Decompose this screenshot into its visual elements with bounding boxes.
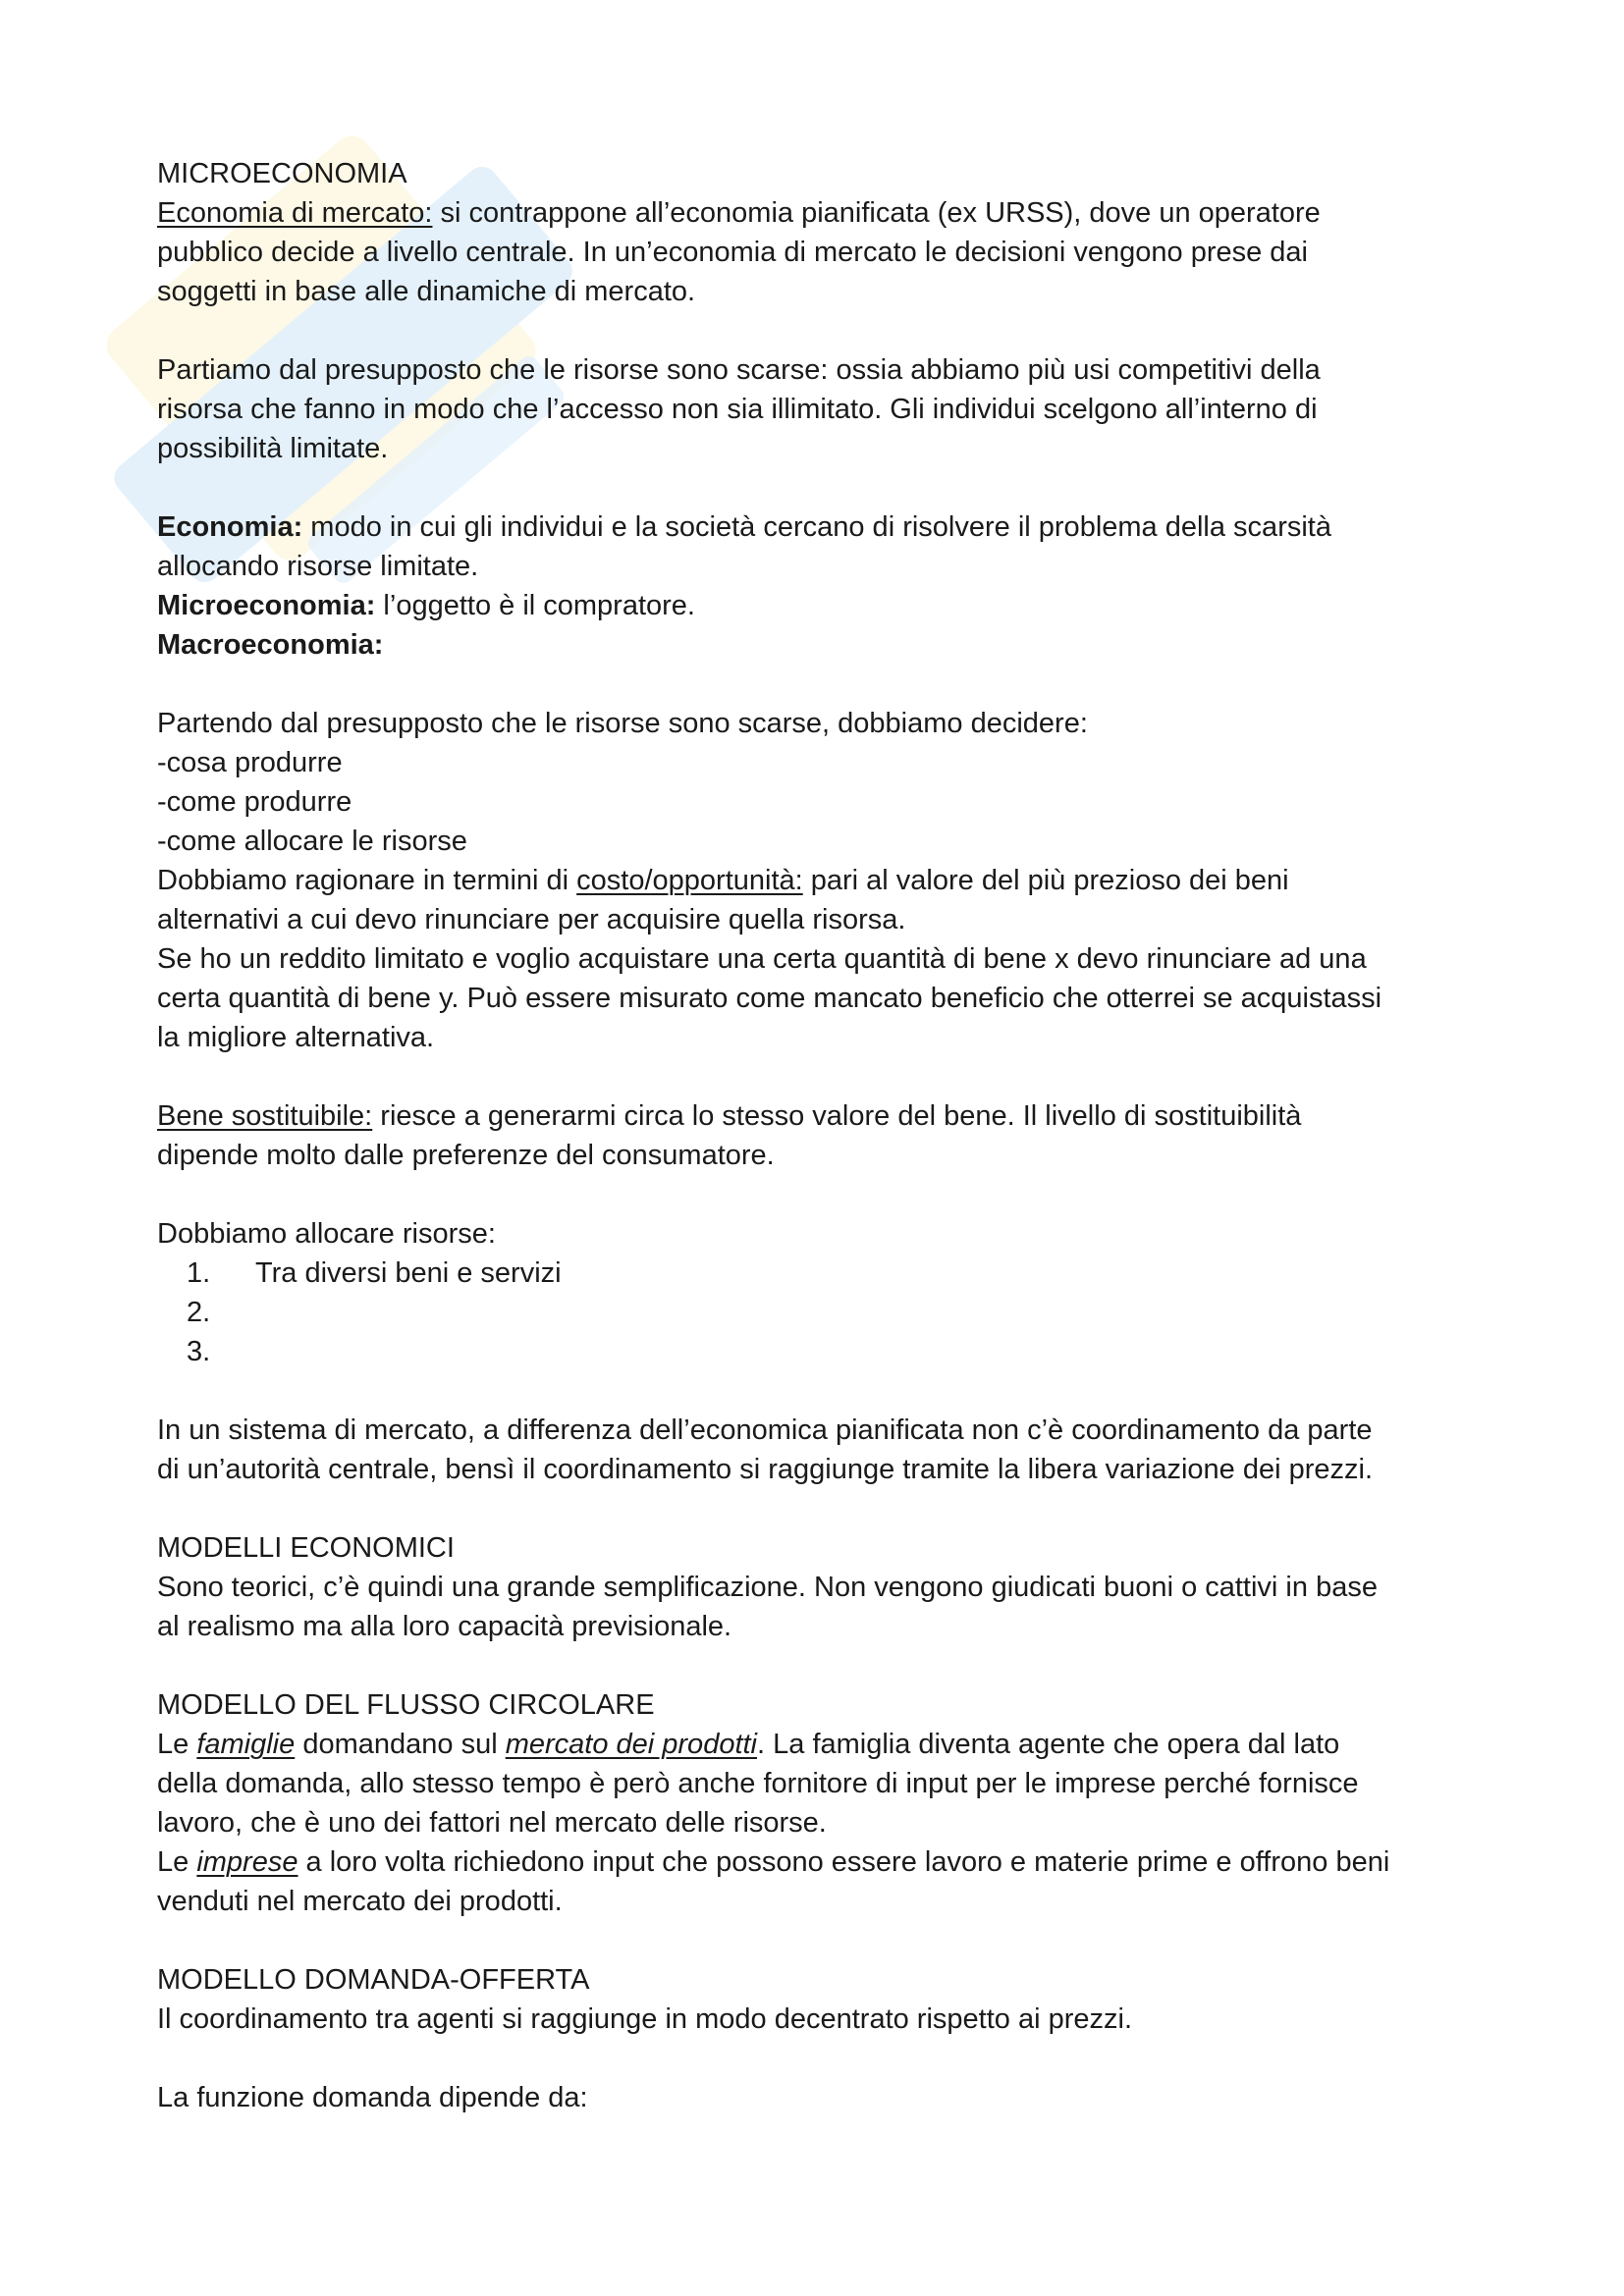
- paragraph-line: [157, 1096, 1492, 1136]
- paragraph-line: di un’autorità centrale, bensì il coordinamento si raggiunge tramite la libera variazione dei prezzi.: [157, 1454, 1374, 1485]
- list-number: 3.: [187, 1336, 211, 1367]
- paragraph-line: della domanda, allo stesso tempo è però anche fornitore di input per le imprese perché fornisce: [157, 1768, 1359, 1799]
- text-span: l’oggetto è il compratore.: [375, 590, 695, 621]
- paragraph-line: dipende molto dalle preferenze del consumatore.: [157, 1140, 775, 1171]
- paragraph-line: alternativi a cui devo rinunciare per acquisire quella risorsa.: [157, 904, 906, 935]
- list-text: Tra diversi beni e servizi: [255, 1257, 562, 1289]
- term-economia: Economia:: [157, 511, 303, 543]
- paragraph-line: In un sistema di mercato, a differenza dell’economica pianificata non c’è coordinamento da parte: [157, 1415, 1373, 1446]
- paragraph-line: [157, 1725, 1492, 1764]
- definition-microeconomia: [157, 586, 1492, 625]
- paragraph-line: pubblico decide a livello centrale. In un’economia di mercato le decisioni vengono prese dai: [157, 237, 1308, 268]
- list-number: 2.: [187, 1297, 211, 1328]
- paragraph-line: [157, 861, 1492, 900]
- text-span: Dobbiamo ragionare in termini di: [157, 865, 577, 896]
- paragraph-line: la migliore alternativa.: [157, 1022, 435, 1053]
- heading-modelli-economici: MODELLI ECONOMICI: [157, 1532, 455, 1564]
- term-bene-sostituibile: Bene sostituibile:: [157, 1100, 373, 1132]
- heading-flusso-circolare: MODELLO DEL FLUSSO CIRCOLARE: [157, 1689, 655, 1721]
- text-span: Le: [157, 1846, 197, 1878]
- term-famiglie: famiglie: [196, 1729, 296, 1760]
- spacer: [157, 665, 1492, 704]
- paragraph-line: Dobbiamo allocare risorse:: [157, 1218, 496, 1250]
- term-costo-opportunita: costo/opportunità:: [576, 865, 803, 896]
- term-macroeconomia: Macroeconomia:: [157, 629, 384, 661]
- paragraph-line: al realismo ma alla loro capacità previsionale.: [157, 1611, 732, 1642]
- spacer: [157, 468, 1492, 507]
- term-imprese: imprese: [196, 1846, 298, 1878]
- list-number: 1.: [187, 1257, 211, 1289]
- spacer: [157, 311, 1492, 350]
- spacer: [157, 1921, 1492, 1960]
- list-item: -cosa produrre: [157, 747, 343, 778]
- paragraph-line: La funzione domanda dipende da:: [157, 2082, 588, 2113]
- spacer: [157, 1646, 1492, 1685]
- text-span: riesce a generarmi circa lo stesso valore del bene. Il livello di sostituibilità: [372, 1100, 1302, 1132]
- text-span: si contrappone all’economia pianificata (ex URSS), dove un operatore: [432, 197, 1321, 229]
- term-economia-di-mercato: Economia di mercato:: [157, 197, 433, 229]
- definition-economia: [157, 507, 1492, 547]
- paragraph-line: allocando risorse limitate.: [157, 551, 479, 582]
- paragraph-line: Partendo dal presupposto che le risorse sono scarse, dobbiamo decidere:: [157, 708, 1088, 739]
- paragraph-line: Se ho un reddito limitato e voglio acquistare una certa quantità di bene x devo rinunciare ad una: [157, 943, 1367, 975]
- spacer: [157, 1371, 1492, 1411]
- term-mercato-dei-prodotti: mercato dei prodotti: [505, 1729, 758, 1760]
- list-item: -come allocare le risorse: [157, 826, 467, 857]
- numbered-list-item: [157, 1332, 1492, 1371]
- paragraph-line: venduti nel mercato dei prodotti.: [157, 1886, 563, 1917]
- paragraph-line: [157, 1842, 1492, 1882]
- heading-microeconomia: MICROECONOMIA: [157, 158, 407, 189]
- paragraph-line: Partiamo dal presupposto che le risorse sono scarse: ossia abbiamo più usi competitivi della: [157, 354, 1321, 386]
- spacer: [157, 1489, 1492, 1528]
- text-span: modo in cui gli individui e la società cercano di risolvere il problema della scarsità: [302, 511, 1331, 543]
- spacer: [157, 1175, 1492, 1214]
- paragraph-line: Il coordinamento tra agenti si raggiunge in modo decentrato rispetto ai prezzi.: [157, 2003, 1133, 2035]
- spacer: [157, 1057, 1492, 1096]
- numbered-list-item: [157, 1293, 1492, 1332]
- paragraph-line: possibilità limitate.: [157, 433, 389, 464]
- heading-domanda-offerta: MODELLO DOMANDA-OFFERTA: [157, 1964, 590, 1996]
- term-microeconomia: Microeconomia:: [157, 590, 376, 621]
- text-span: Le: [157, 1729, 197, 1760]
- paragraph-line: soggetti in base alle dinamiche di mercato.: [157, 276, 696, 307]
- paragraph-line: [157, 193, 1492, 233]
- paragraph-line: certa quantità di bene y. Può essere misurato come mancato beneficio che otterrei se acquistassi: [157, 983, 1382, 1014]
- paragraph-line: risorsa che fanno in modo che l’accesso non sia illimitato. Gli individui scelgono all’interno di: [157, 394, 1318, 425]
- numbered-list-item: [157, 1254, 1492, 1293]
- text-span: pari al valore del più prezioso dei beni: [802, 865, 1289, 896]
- text-span: . La famiglia diventa agente che opera dal lato: [757, 1729, 1340, 1760]
- spacer: [157, 2039, 1492, 2078]
- list-item: -come produrre: [157, 786, 352, 818]
- text-span: a loro volta richiedono input che possono essere lavoro e materie prime e offrono beni: [298, 1846, 1390, 1878]
- paragraph-line: lavoro, che è uno dei fattori nel mercato delle risorse.: [157, 1807, 827, 1839]
- document-body: [157, 154, 1492, 2117]
- text-span: domandano sul: [295, 1729, 506, 1760]
- paragraph-line: Sono teorici, c’è quindi una grande semplificazione. Non vengono giudicati buoni o cattivi in base: [157, 1572, 1378, 1603]
